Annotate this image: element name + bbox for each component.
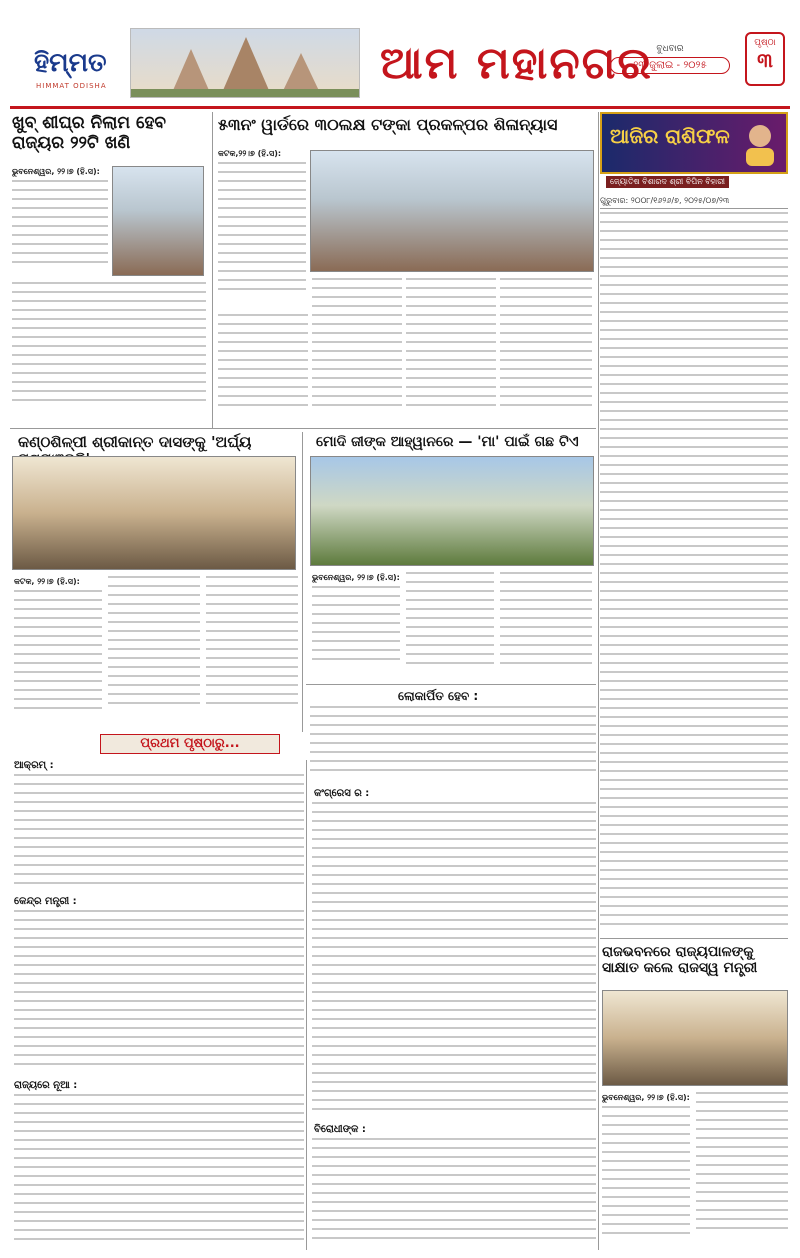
auction-portrait-photo — [112, 166, 204, 276]
governor-dateline: ଭୁବନେଶ୍ୱର, ୨୨।୭ (ହି.ସ): — [602, 1093, 690, 1102]
lokarpan-headline: ଲୋକାର୍ପିତ ହେବ : — [398, 689, 479, 703]
foundation-body-col2 — [218, 314, 308, 426]
auction-body-text-2 — [12, 282, 206, 424]
tribute-body-col2 — [108, 576, 200, 730]
newspaper-logo[interactable] — [20, 36, 130, 88]
continuation-body-1 — [14, 774, 304, 892]
tree-headline: ମୋଦି ଜୀଙ୍କ ଆହ୍ୱାନରେ — 'ମା' ପାଇଁ ଗଛ ଟିଏ — [316, 434, 579, 450]
issue-date-text: ୨୩ ଜୁଲାଇ - ୨୦୨୫ — [610, 57, 730, 74]
tribute-dateline: କଟକ, ୨୨।୭ (ହି.ସ): — [14, 577, 80, 586]
foundation-headline: ୫୩ନଂ ୱାର୍ଡରେ ୩୦ଲକ୍ଷ ଟଙ୍କା ପ୍ରକଳ୍ପର ଶିଳାନ୍ୟାସ — [218, 115, 558, 134]
foundation-body-col3 — [312, 278, 402, 426]
foundation-body-col1 — [218, 162, 306, 310]
column-divider — [306, 760, 307, 1250]
foundation-dateline: କଟକ,୨୨।୭ (ହି.ସ): — [218, 149, 282, 158]
masthead — [10, 20, 790, 104]
issue-date — [610, 44, 730, 74]
foundation-body-col5 — [500, 278, 592, 426]
continuation-sub-state: ରାଜ୍ୟରେ ନୂଆ : — [14, 1080, 78, 1091]
tree-planting-photo — [310, 456, 594, 566]
horoscope-date: ଗୁରୁବାର: ୨୦୦୮/୧୬୨୬/୭, ୨୦୨୫/୦୭/୨୩ — [600, 196, 788, 209]
auction-headline: ଖୁବ୍ ଶୀଘ୍ର ନିଲାମ ହେବ ରାଜ୍ୟର ୨୨ଟି ଖଣି — [12, 113, 167, 153]
continuation-sub-opposition: ବିରୋଧୀଙ୍କ : — [314, 1124, 366, 1135]
continuation-sub-congress: କଂଗ୍ରେସ ର : — [314, 788, 370, 799]
tree-body-col3 — [500, 572, 592, 680]
governor-body-col2 — [696, 1092, 788, 1250]
governor-body-col1 — [602, 1106, 690, 1250]
governor-headline: ରାଜଭବନରେ ରାଜ୍ୟପାଳଙ୍କୁ ସାକ୍ଷାତ କଲେ ରାଜସ୍ୱ ମନ୍ତ୍ରୀ — [602, 944, 758, 977]
continuation-body-3 — [14, 1094, 304, 1250]
foundation-group-photo — [310, 150, 594, 272]
foundation-body-col4 — [406, 278, 496, 426]
astrologer-name: ଜ୍ୟୋତିଷ ବିଶାରଦ ଶ୍ରୀ ବିପିନ ବିହାରୀ — [606, 176, 729, 188]
masthead-divider — [10, 106, 790, 109]
tribute-body-col1 — [14, 590, 102, 730]
column-divider — [212, 112, 213, 428]
tribute-body-col3 — [206, 576, 298, 730]
page-label: ପୃଷ୍ଠା — [754, 38, 776, 48]
section-title: ଆମ ମହାନଗର — [380, 38, 653, 89]
logo-subtitle: HIMMAT ODISHA — [36, 82, 107, 90]
horoscope-body — [600, 212, 788, 936]
tree-body-col1 — [312, 586, 400, 680]
tree-body-col2 — [406, 572, 494, 680]
logo-text: ହିମ୍ମତ — [34, 48, 107, 78]
horoscope-title: ଆଜିର ରାଶିଫଳ — [610, 124, 730, 148]
continuation-body-4 — [312, 802, 596, 1118]
tree-dateline: ଭୁବନେଶ୍ୱର, ୨୨।୭ (ହି.ସ): — [312, 573, 400, 582]
auction-dateline: ଭୁବନେଶ୍ୱର, ୨୨।୭ (ହି.ସ): — [12, 167, 100, 176]
continuation-lead-in: ଆକ୍ରମ୍ : — [14, 760, 54, 771]
continued-from-page-one-label: ପ୍ରଥମ ପୃଷ୍ଠାରୁ... — [100, 734, 280, 754]
column-divider — [598, 112, 599, 1250]
auction-body-text — [12, 180, 108, 276]
temple-icon — [131, 29, 359, 97]
temple-banner-image — [130, 28, 360, 98]
section-divider — [600, 938, 788, 939]
issue-day: ବୁଧବାର — [656, 44, 684, 54]
tribute-event-photo — [12, 456, 296, 570]
page-number-badge — [745, 32, 785, 86]
page-number: ୩ — [757, 48, 773, 72]
continuation-sub-minister: କେନ୍ଦ୍ର ମନ୍ତ୍ରୀ : — [14, 896, 77, 907]
section-divider — [10, 428, 596, 429]
tribute-headline: କଣ୍ଠଶିଳ୍ପୀ ଶ୍ରୀକାନ୍ତ ଦାସଙ୍କୁ 'ଅର୍ଘ୍ୟ — [18, 433, 252, 451]
lokarpan-body — [310, 706, 596, 780]
continuation-body-5 — [312, 1138, 596, 1250]
continuation-body-2 — [14, 910, 304, 1074]
astrologer-avatar-icon — [740, 120, 780, 166]
horoscope-banner — [600, 112, 788, 174]
section-divider — [306, 684, 596, 685]
governor-meeting-photo — [602, 990, 788, 1086]
column-divider — [302, 432, 303, 732]
